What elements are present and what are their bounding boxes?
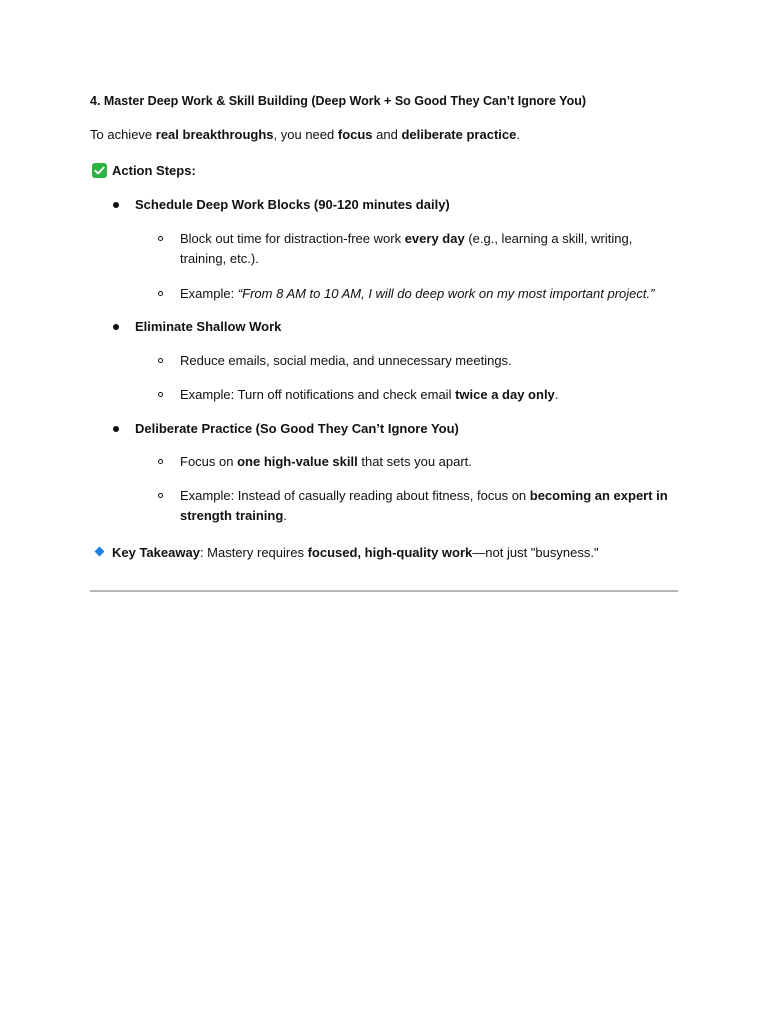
takeaway-bold: Key Takeaway: [112, 545, 200, 560]
sub-bullet-icon: [158, 493, 163, 498]
sub-bullet-icon: [158, 236, 163, 241]
intro-paragraph: [90, 125, 520, 145]
horizontal-rule: [90, 590, 678, 592]
item-bold: every day: [404, 231, 465, 246]
item-text: .: [283, 508, 287, 523]
intro-bold: focus: [337, 127, 373, 142]
intro-text: To achieve: [90, 127, 156, 142]
sub-bullet-icon: [158, 392, 163, 397]
list-item: [180, 452, 672, 472]
bullet-icon: [113, 202, 119, 208]
takeaway-bold: focused, high-quality work: [307, 545, 473, 560]
bullet-icon: [113, 426, 119, 432]
blue-diamond-icon: [95, 547, 105, 557]
item-text: Example: Turn off notifications and check email: [180, 387, 456, 402]
item-text: Reduce emails, social media, and unnecessary meetings.: [180, 353, 512, 368]
item-text: (e.g., learning a skill, writing, training, etc.).: [180, 231, 633, 266]
list-item: [180, 486, 672, 526]
list-item: [180, 351, 672, 371]
item-title: Schedule Deep Work Blocks (90-120 minutes daily): [135, 197, 450, 212]
intro-bold: deliberate practice: [401, 127, 517, 142]
bullet-icon: [113, 324, 119, 330]
section-heading: 4. Master Deep Work & Skill Building (Deep Work + So Good They Can’t Ignore You): [90, 94, 587, 108]
sub-bullet-icon: [158, 459, 163, 464]
list-item: [180, 229, 672, 269]
key-takeaway: [112, 543, 599, 563]
list-item: [180, 385, 672, 405]
item-bold: twice a day only: [455, 387, 555, 402]
item-text: Block out time for distraction-free work: [180, 231, 405, 246]
item-text: Focus on: [180, 454, 238, 469]
intro-text: and: [372, 127, 402, 142]
item-bold: becoming an expert in strength training: [180, 488, 668, 523]
intro-text: , you need: [273, 127, 338, 142]
intro-bold: real breakthroughs: [155, 127, 274, 142]
intro-text: .: [516, 127, 520, 142]
item-title: Deliberate Practice (So Good They Can’t Ignore You): [135, 421, 459, 436]
action-steps-label: Action Steps:: [112, 163, 196, 178]
takeaway-text: —not just "busyness.": [472, 545, 599, 560]
takeaway-text: : Mastery requires: [199, 545, 308, 560]
document-page: [90, 0, 678, 1024]
sub-bullet-icon: [158, 291, 163, 296]
item-text: .: [554, 387, 559, 402]
item-italic: “From 8 AM to 10 AM, I will do deep work on my most important project.”: [237, 286, 655, 301]
item-text: Example:: [180, 286, 238, 301]
list-item: [180, 284, 672, 304]
item-bold: one high-value skill: [237, 454, 358, 469]
item-text: Example: Instead of casually reading about fitness, focus on: [180, 488, 530, 503]
sub-bullet-icon: [158, 358, 163, 363]
check-box-icon: [92, 163, 107, 178]
item-text: that sets you apart.: [357, 454, 472, 469]
item-title: Eliminate Shallow Work: [135, 319, 282, 334]
